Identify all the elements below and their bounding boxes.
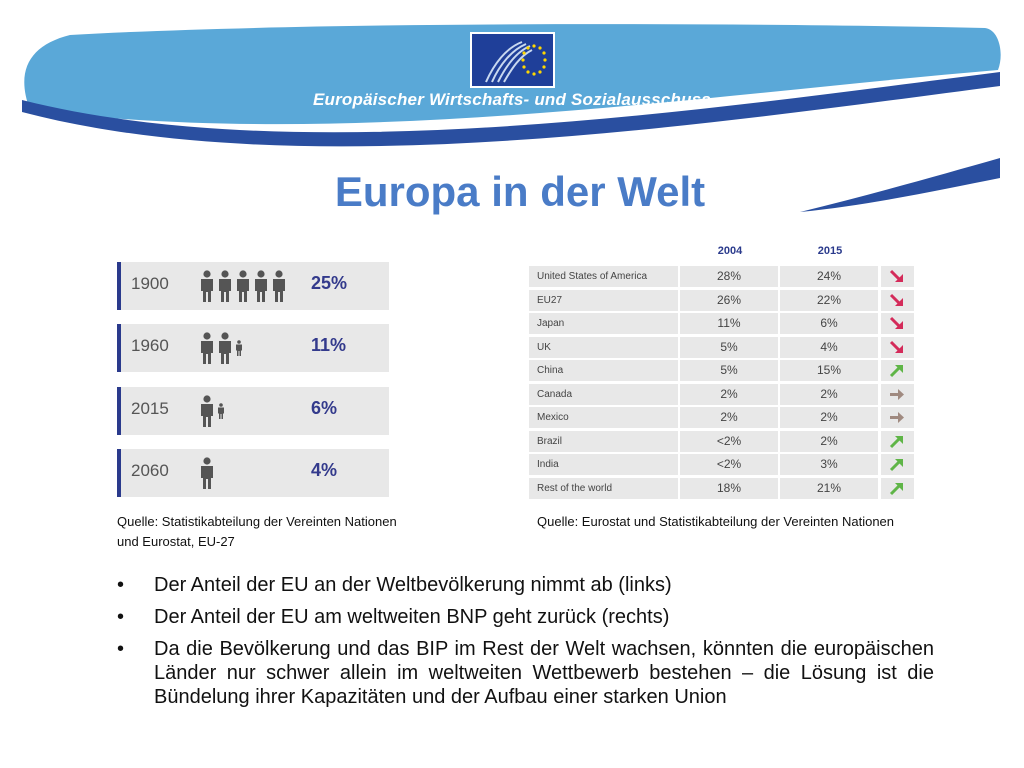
gdp-value-2015: 2% (780, 407, 878, 428)
gdp-country: Canada (529, 384, 678, 405)
gdp-row (529, 337, 915, 358)
gdp-value-2015: 15% (780, 360, 878, 381)
gdp-value-2015: 21% (780, 478, 878, 499)
bullet-list (117, 573, 934, 717)
population-row (117, 324, 389, 372)
organization-name: Europäischer Wirtschafts- und Sozialausschuss (312, 90, 712, 109)
gdp-row (529, 478, 915, 499)
gdp-header-2015: 2015 (817, 245, 843, 257)
gdp-value-2015: 3% (780, 454, 878, 475)
population-share: 25% (311, 273, 348, 293)
population-share: 4% (311, 460, 338, 480)
population-share: 11% (311, 335, 347, 355)
gdp-country: India (529, 454, 678, 475)
gdp-country: Brazil (529, 431, 678, 452)
population-figures (199, 270, 287, 302)
gdp-value-2004: 2% (680, 384, 778, 405)
trend-down-arrow-icon (881, 313, 914, 334)
eesc-logo-icon (472, 34, 553, 86)
person-icon (235, 270, 251, 302)
gdp-value-2015: 22% (780, 290, 878, 311)
bullet-item (117, 573, 934, 597)
population-share: 6% (311, 398, 338, 418)
trend-up-arrow-icon (881, 478, 914, 499)
person-icon (253, 270, 269, 302)
population-row (117, 387, 389, 435)
gdp-country: China (529, 360, 678, 381)
person-icon (199, 457, 215, 489)
gdp-source: Quelle: Eurostat und Statistikabteilung der Vereinten Nationen (537, 514, 895, 529)
page-title: Europa in der Welt (334, 168, 706, 215)
gdp-country: Mexico (529, 407, 678, 428)
gdp-row (529, 313, 915, 334)
population-source: Quelle: Statistikabteilung der Vereinten Nationen und Eurostat, EU-27 (117, 514, 397, 549)
gdp-row (529, 266, 915, 287)
gdp-row (529, 407, 915, 428)
gdp-value-2015: 24% (780, 266, 878, 287)
gdp-row (529, 431, 915, 452)
population-figures (199, 395, 225, 427)
gdp-value-2015: 6% (780, 313, 878, 334)
gdp-value-2004: 28% (680, 266, 778, 287)
bullet-item (117, 605, 934, 629)
bullet-item (117, 637, 934, 709)
gdp-value-2015: 2% (780, 431, 878, 452)
person-icon (217, 395, 225, 427)
trend-up-arrow-icon (881, 431, 914, 452)
trend-flat-arrow-icon (881, 384, 914, 405)
person-icon (199, 270, 215, 302)
gdp-row (529, 290, 915, 311)
population-year: 1900 (131, 274, 169, 293)
gdp-row (529, 384, 915, 405)
population-figures (199, 332, 243, 364)
trend-down-arrow-icon (881, 337, 914, 358)
person-icon (217, 332, 233, 364)
gdp-country: Japan (529, 313, 678, 334)
gdp-value-2004: 2% (680, 407, 778, 428)
population-row (117, 262, 389, 310)
bullet-dot: • (117, 574, 125, 596)
person-icon (271, 270, 287, 302)
population-figures (199, 457, 215, 489)
population-year: 2060 (131, 461, 169, 480)
gdp-value-2015: 4% (780, 337, 878, 358)
gdp-header-2004: 2004 (717, 245, 743, 257)
person-icon (217, 270, 233, 302)
person-icon (235, 332, 243, 364)
gdp-value-2004: <2% (680, 431, 778, 452)
bullet-text: Der Anteil der EU am weltweiten BNP geht zurück (rechts) (154, 606, 670, 628)
gdp-country: United States of America (529, 266, 678, 287)
gdp-row (529, 360, 915, 381)
gdp-value-2004: 11% (680, 313, 778, 334)
gdp-country: UK (529, 337, 678, 358)
bullet-text: Der Anteil der EU an der Weltbevölkerung nimmt ab (links) (154, 574, 672, 596)
gdp-value-2004: 5% (680, 337, 778, 358)
trend-up-arrow-icon (881, 360, 914, 381)
population-year: 2015 (131, 399, 169, 418)
trend-down-arrow-icon (881, 290, 914, 311)
gdp-country: Rest of the world (529, 478, 678, 499)
gdp-value-2015: 2% (780, 384, 878, 405)
trend-up-arrow-icon (881, 454, 914, 475)
gdp-row (529, 454, 915, 475)
trend-flat-arrow-icon (881, 407, 914, 428)
person-icon (199, 332, 215, 364)
gdp-value-2004: 5% (680, 360, 778, 381)
trend-down-arrow-icon (881, 266, 914, 287)
bullet-dot: • (117, 638, 125, 660)
population-year: 1960 (131, 336, 169, 355)
person-icon (199, 395, 215, 427)
gdp-value-2004: 26% (680, 290, 778, 311)
gdp-country: EU27 (529, 290, 678, 311)
gdp-value-2004: <2% (680, 454, 778, 475)
population-row (117, 449, 389, 497)
bullet-dot: • (117, 606, 125, 628)
gdp-value-2004: 18% (680, 478, 778, 499)
bullet-text: Da die Bevölkerung und das BIP im Rest der Welt wachsen, könnten die europäischen Länder nur schwer allein im weltweiten Wettbewerb bestehen – die Lösung ist die Bündelung ihrer Kapazitäten und der Aufbau einer starken Union (154, 638, 934, 708)
